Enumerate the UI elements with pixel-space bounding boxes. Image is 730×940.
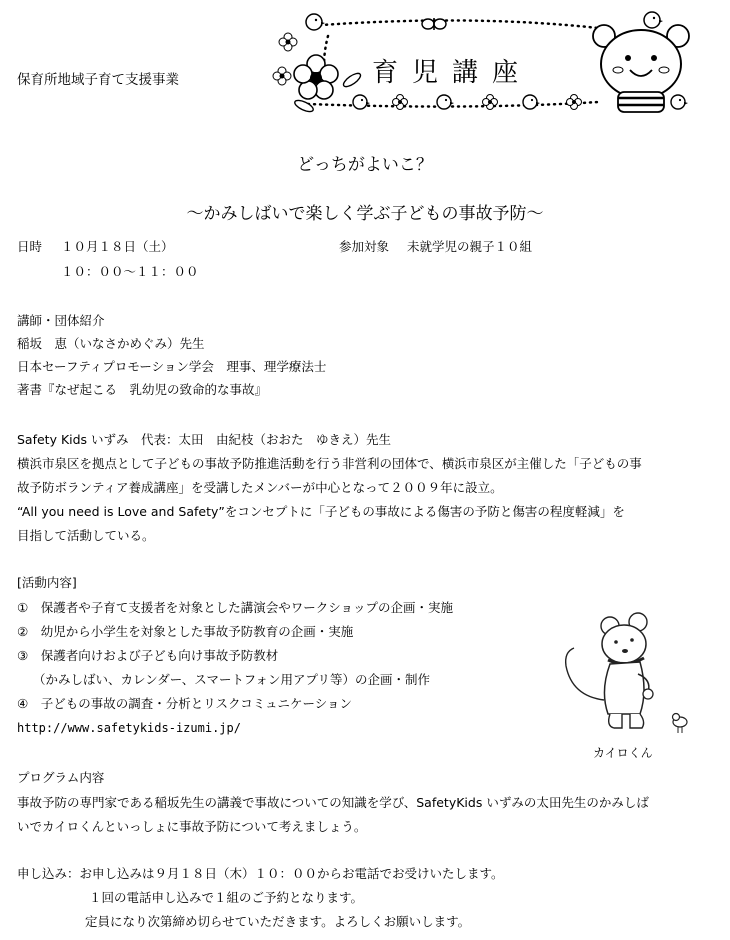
target-value: 未就学児の親子１０組	[407, 239, 533, 254]
event-time: １０：００～１１：００	[61, 264, 199, 279]
small-flower-icon	[567, 95, 582, 110]
group-line: 横浜市泉区を拠点として子どもの事故予防推進活動を行う非営利の団体で、横浜市泉区が主催した「子どもの事	[17, 456, 642, 471]
organizer-label: 保育所地域子育て支援事業	[17, 72, 179, 88]
lecturer-name: 稲坂 恵（いなさかめぐみ）先生	[17, 336, 205, 351]
program-heading: プログラム内容	[17, 770, 105, 785]
date-label: 日時	[17, 239, 43, 254]
banner-title: 育児講座	[372, 58, 533, 88]
website-link[interactable]: http://www.safetykids-izumi.jp/	[17, 721, 241, 735]
illustration-caption: カイロくん	[593, 746, 653, 760]
chick-icon	[671, 95, 688, 109]
activity-item: ② 幼児から小学生を対象とした事故予防教育の企画・実施	[17, 624, 354, 639]
group-line: 目指して活動している。	[17, 528, 155, 543]
lecturer-heading: 講師・団体紹介	[17, 313, 105, 328]
application-line: 申し込み：お申し込みは９月１８日（木）１０：００からお電話でお受けいたします。	[17, 866, 504, 881]
activities-heading: [活動内容]	[17, 575, 77, 590]
chick-icon	[306, 14, 325, 30]
group-line: 故予防ボランティア養成講座」を受講したメンバーが中心となって２００９年に設立。	[17, 480, 503, 495]
chick-icon	[523, 95, 540, 109]
event-date: １０月１８日（土）	[61, 239, 174, 254]
kairo-kun-illustration	[552, 596, 702, 746]
activity-item: ① 保護者や子育て支援者を対象とした講演会やワークショップの企画・実施	[17, 600, 453, 615]
chick-icon	[353, 95, 370, 109]
small-flower-icon	[273, 67, 291, 85]
lecturer-affiliation: 日本セーフティプロモーション学会 理事、理学療法士	[17, 359, 327, 374]
target-label: 参加対象	[339, 239, 390, 254]
activity-item: ④ 子どもの事故の調査・分析とリスクコミュニケーション	[17, 696, 352, 711]
flower-icon	[294, 55, 338, 99]
program-line: 事故予防の専門家である稲坂先生の講義で事故についての知識を学び、SafetyKids いずみの太田先生のかみしば	[17, 795, 649, 810]
small-flower-icon	[279, 33, 297, 51]
main-title: どっちがよいこ？	[297, 155, 433, 175]
program-line: いでカイロくんといっしょに事故予防について考えましょう。	[17, 819, 367, 834]
group-heading: Safety Kids いずみ 代表：太田 由紀枝（おおた ゆきえ）先生	[17, 432, 392, 447]
chick-icon	[644, 12, 663, 28]
application-line: １回の電話申し込みで１組のご予約となります。	[89, 890, 364, 905]
sub-title: ～かみしばいで楽しく学ぶ子どもの事故予防～	[186, 204, 544, 224]
lecturer-book: 著書『なぜ起こる 乳幼児の致命的な事故』	[17, 382, 268, 397]
group-line: “All you need is Love and Safety”をコンセプトに「子どもの事故による傷害の予防と傷害の程度軽減」を	[17, 504, 625, 519]
activity-item: ③ 保護者向けおよび子ども向け事故予防教材	[17, 648, 279, 663]
activity-item: （かみしばい、カレンダー、スマートフォン用アプリ等）の企画・制作	[33, 672, 430, 687]
application-line: 定員になり次第締め切らせていただきます。よろしくお願いします。	[85, 914, 471, 929]
butterfly-icon	[422, 18, 446, 30]
